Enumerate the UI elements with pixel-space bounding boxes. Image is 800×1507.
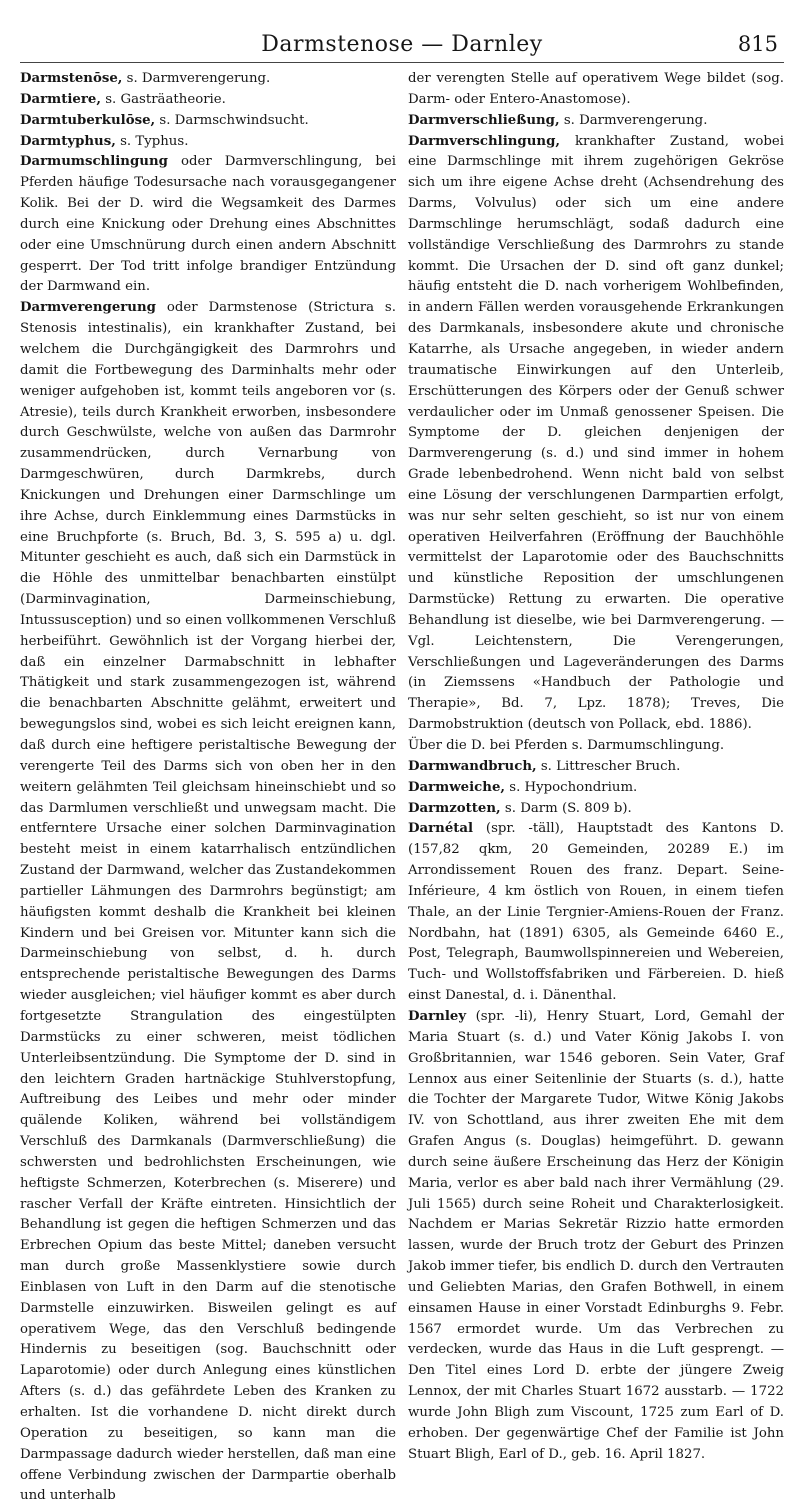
entry-text: s. Littrescher Bruch. bbox=[536, 758, 681, 774]
entry-continuation bbox=[408, 69, 784, 111]
entry-text: s. Darmverengerung. bbox=[122, 71, 271, 86]
entry bbox=[408, 111, 784, 132]
entry-headword: Darnley bbox=[408, 1008, 467, 1024]
entry bbox=[20, 111, 396, 132]
entry bbox=[408, 132, 784, 736]
entry-headword: Darmweiche, bbox=[408, 779, 506, 795]
entry-text: der verengten Stelle auf operativem Wege bildet (sog. Darm- oder Entero-Anastomose). bbox=[408, 71, 784, 107]
entry-headword: Darmtiere, bbox=[20, 91, 101, 107]
entry-text: s. Gasträatheorie. bbox=[100, 91, 226, 107]
page-header bbox=[20, 28, 784, 63]
entry-headword: Darmwandbruch, bbox=[408, 758, 537, 774]
entry-text: oder Darmstenose (Strictura s. Stenosis intestinalis), ein krankhafter Zustand, bei welchem die Durchgängigkeit des Darmrohrs und damit die Fortbewegung des Darminhalts mehr oder weniger aufgehoben ist, kommt teils angeboren vor (s. Atresie), teils durch Krankheit erworben, insbesondere durch Geschwülste, welche von außen das Darmrohr zusammendrücken, durch Vernarbung von Darmgeschwüren, durch Darmkrebs, durch Knickungen und Drehungen einer Darmschlinge um ihre Achse, durch Einklemmung eines Darmstücks in eine Bruchpforte (s. Bruch, Bd. 3, S. 595 a) u. dgl. Mitunter geschieht es auch, daß sich ein Darmstück in die Höhle des unmittelbar benachbarten einstülpt (Darminvagination, Darmeinschiebung, Intussusception) und so einen vollkommenen Verschluß herbeiführt. Gewöhnlich ist der Vorgang hierbei der, daß ein einzelner Darmabschnitt in lebhafter Thätigkeit und stark zusammengezogen ist, während die benachbarten Abschnitte gelähmt, erweitert und bewegungslos sind, wobei es sich leicht ereignen kann, daß durch eine heftigere peristaltische Bewegung der verengerte Teil des Darms sich von oben her in den weitern gelähmten Teil gleichsam hineinschiebt und so das Darmlumen verschließt und unwegsam macht. Die entferntere Ursache einer solchen Darminvagination besteht meist in einem katarrhalisch entzündlichen Zustand der Darmwand, welcher das Zustandekommen partieller Lähmungen des Darmrohrs begünstigt; am häufigsten kommt deshalb die Krankheit bei kleinen Kindern und bei Greisen vor. Mitunter kann sich die Darmeinschiebung von selbst, d. h. durch entsprechende peristaltische Bewegungen des Darms wieder ausgleichen; viel häufiger kommt es aber durch fortgesetzte Strangulation des eingestülpten Darmstücks zu einer schweren, meist tödlichen Unterleibsentzündung. Die Symptome der D. sind in den leichtern Graden hartnäckige Stuhlverstopfung, Auftreibung des Leibes und mehr oder minder quälende Koliken, während bei vollständigem Verschluß des Darmkanals (Darmverschließung) die schwersten und bedrohlichsten Erscheinungen, wie heftigste Schmerzen, Koterbrechen (s. Miserere) und rascher Verfall der Kräfte eintreten. Hinsichtlich der Behandlung ist gegen die heftigen Schmerzen und das Erbrechen Opium das beste Mittel; daneben versucht man durch große Massenklystiere sowie durch Einblasen von Luft in den Darm auf die stenotische Darmstelle einzuwirken. Bisweilen gelingt es auf operativem Wege, das den Verschluß bedingende Hindernis zu beseitigen (sog. Bauchschnitt oder Laparotomie) oder durch Anlegung eines künstlichen Afters (s. d.) das gefährdete Leben des Kranken zu erhalten. Ist die vorhandene D. nicht direkt durch Operation zu beseitigen, so kann man die Darmpassage dadurch wieder herstellen, daß man eine offene Verbindung zwischen der Darmpartie oberhalb und unterhalb bbox=[20, 300, 396, 1504]
entry-headword: Darmverengerung bbox=[20, 300, 156, 316]
entry-text: krankhafter Zustand, wobei eine Darmschlinge mit ihrem zugehörigen Gekröse sich um ihre eigene Achse dreht (Achsendrehung des Darms, Volvulus) oder sich um eine andere Darmschlinge herumschlägt, sodaß dadurch eine vollständige Verschließung des Darmrohrs zu stande kommt. Die Ursachen der D. sind oft ganz dunkel; häufig entsteht die D. nach vorherigem Wohlbefinden, in andern Fällen werden vorausgehende Erkrankungen des Darmkanals, insbesondere akute und chronische Katarrhe, als Ursache angegeben, in wieder andern traumatische Einwirkungen auf den Unterleib, Erschütterungen des Körpers oder der Genuß schwer verdaulicher oder im Unmaß genossener Speisen. Die Symptome der D. gleichen denjenigen der Darmverengerung (s. d.) und sind immer in hohem Grade lebenbedrohend. Wenn nicht bald von selbst eine Lösung der verschlungenen Darmpartien erfolgt, was nur sehr selten geschieht, so ist nur von einem operativen Heilverfahren (Eröffnung der Bauchhöhle vermittelst der Laparotomie oder des Bauchschnitts und künstliche Reposition der umschlungenen Darmstücke) Rettung zu erwarten. Die operative Behandlung ist dieselbe, wie bei Darmverengerung. — Vgl. Leichtenstern, Die Verengerungen, Verschließungen und Lageveränderungen des Darms (in Ziemssens «Handbuch der Pathologie und Therapie», Bd. 7, Lpz. 1878); Treves, Die Darmobstruktion (deutsch von Pollack, ebd. 1886). bbox=[408, 133, 784, 733]
entry bbox=[408, 757, 784, 778]
entry-text: (spr. -täll), Hauptstadt des Kantons D. (157,82 qkm, 20 Gemeinden, 20289 E.) im Arrondissement Rouen des franz. Depart. Seine-Inférieure, 4 km östlich von Rouen, in einem tiefen Thale, an der Linie Tergnier-Amiens-Rouen der Franz. Nordbahn, hat (1891) 6305, als Gemeinde 6460 E., Post, Telegraph, Baumwollspinnereien und Webereien, Tuch- und Wollstoffsfabriken und Färbereien. D. hieß einst Danestal, d. i. Dänenthal. bbox=[408, 821, 784, 1004]
entry-headword: Darmzotten, bbox=[408, 800, 501, 816]
entry bbox=[408, 799, 784, 820]
entry-headword: Darmumschlingung bbox=[20, 154, 168, 170]
entry-text: (spr. -li), Henry Stuart, Lord, Gemahl der Maria Stuart (s. d.) und Vater König Jakobs I. von Großbritannien, war 1546 geboren. Sein Vater, Graf Lennox aus einer Seitenlinie der Stuarts (s. d.), hatte die Tochter der Margarete Tudor, Witwe König Jakobs IV. von Schottland, aus ihrer zweiten Ehe mit dem Grafen Angus (s. Douglas) heimgeführt. D. gewann durch seine äußere Erscheinung das Herz der Königin Maria, verlor es aber bald nach ihrer Vermählung (29. Juli 1565) durch seine Roheit und Charakterlosigkeit. Nachdem er Marias Sekretär Rizzio hatte ermorden lassen, wurde der Bruch trotz der Geburt des Prinzen Jakob immer tiefer, bis endlich D. durch den Vertrauten und Geliebten Marias, den Grafen Bothwell, in einem einsamen Hause in einer Vorstadt Edinburghs 9. Febr. 1567 ermordet wurde. Um das Verbrechen zu verdecken, wurde das Haus in die Luft gesprengt. — Den Titel eines Lord D. erbte der jüngere Zweig Lennox, der mit Charles Stuart 1672 ausstarb. — 1722 wurde John Bligh zum Viscount, 1725 zum Earl of D. erhoben. Der gegenwärtige Chef der Familie ist John Stuart Bligh, Earl of D., geb. 16. April 1827. bbox=[408, 1008, 784, 1462]
entry-subparagraph bbox=[408, 736, 784, 757]
entry-headword: Darmverschließung, bbox=[408, 112, 560, 128]
entry-text: s. Darmverengerung. bbox=[559, 112, 708, 128]
entry bbox=[20, 132, 396, 153]
entry-text: oder Darmverschlingung, bei Pferden häufige Todesursache nach vorausgegangener Kolik. Bei der D. wird die Wegsamkeit des Darmes durch eine Knickung oder Drehung eines Abschnittes oder eine Umschnürung durch einen andern Abschnitt gesperrt. Der Tod tritt infolge brandiger Entzündung der Darmwand ein. bbox=[20, 154, 396, 295]
entry-text: s. Darm (S. 809 b). bbox=[500, 800, 632, 816]
entry-headword: Darmverschlingung, bbox=[408, 133, 560, 149]
entry bbox=[20, 69, 396, 90]
entry-text: Über die D. bei Pferden s. Darmumschlingung. bbox=[408, 738, 725, 753]
entry-headword: Darmtyphus, bbox=[20, 133, 116, 149]
entry bbox=[20, 90, 396, 111]
entry-text: s. Hypochondrium. bbox=[505, 779, 638, 795]
entry-text: s. Darmschwindsucht. bbox=[155, 112, 309, 128]
running-title: Darmstenose — Darnley bbox=[261, 32, 543, 57]
page-number: 815 bbox=[737, 32, 778, 56]
entry-headword: Darnétal bbox=[408, 821, 474, 837]
entry bbox=[20, 298, 396, 1507]
entry-headword: Darmstenōse, bbox=[20, 71, 123, 86]
entry bbox=[408, 778, 784, 799]
entry bbox=[408, 1007, 784, 1466]
text-columns bbox=[20, 69, 784, 1507]
entry bbox=[20, 152, 396, 298]
entry-text: s. Typhus. bbox=[115, 133, 189, 149]
entry bbox=[408, 819, 784, 1007]
right-column bbox=[408, 69, 784, 1507]
entry-headword: Darmtuberkulōse, bbox=[20, 112, 156, 128]
left-column bbox=[20, 69, 396, 1507]
